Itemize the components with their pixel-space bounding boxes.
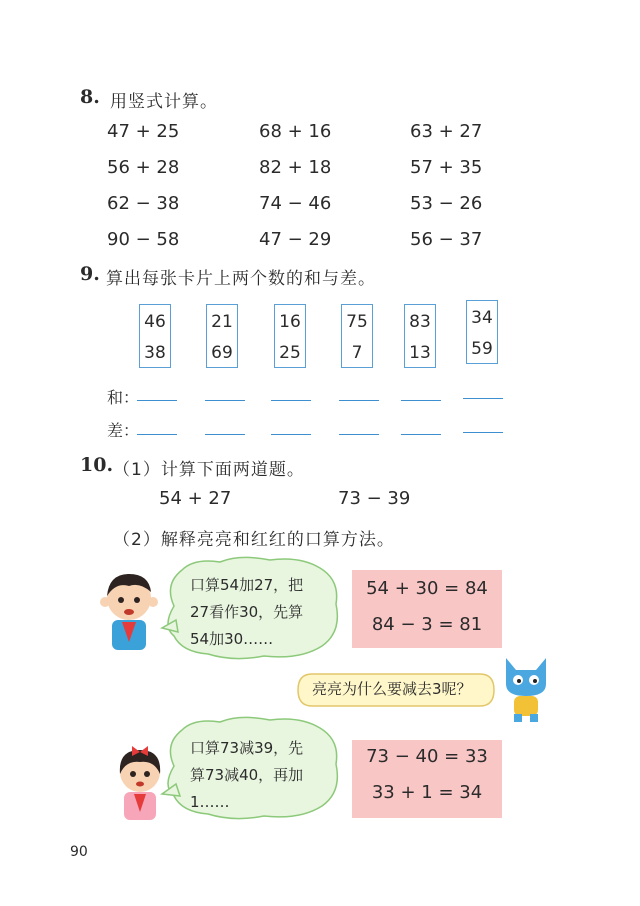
difference-label: 差： — [107, 421, 140, 440]
calculation-line: 84 − 3 = 81 — [371, 614, 483, 635]
q9-title: 算出每张卡片上两个数的和与差。 — [106, 269, 376, 289]
boy-character-illustration — [100, 568, 160, 650]
card-top-number: 75 — [346, 312, 368, 332]
difference-answer-line[interactable] — [271, 434, 311, 435]
q8-expr: 47 − 29 — [259, 229, 332, 250]
card-top-number: 16 — [279, 312, 301, 332]
q10-number: 10. — [80, 454, 114, 476]
difference-answer-line[interactable] — [339, 434, 379, 435]
boy-bubble-line: 27看作30，先算 — [190, 603, 304, 621]
q8-expr: 68 + 16 — [259, 121, 332, 142]
boy-bubble-line: 口算54加27，把 — [190, 576, 304, 594]
difference-answer-line[interactable] — [401, 434, 441, 435]
blue-cat-illustration — [498, 652, 554, 724]
q8-number: 8. — [80, 86, 100, 108]
calculation-line: 33 + 1 = 34 — [371, 782, 483, 803]
page-number: 90 — [70, 844, 88, 860]
difference-answer-line[interactable] — [463, 432, 503, 433]
card-bottom-number: 7 — [351, 343, 363, 363]
sum-answer-line[interactable] — [463, 398, 503, 399]
q8-title: 用竖式计算。 — [110, 92, 218, 112]
card-bottom-number: 13 — [409, 343, 431, 363]
number-card — [466, 300, 498, 364]
number-card — [274, 304, 306, 368]
card-top-number: 83 — [409, 312, 431, 332]
number-card — [404, 304, 436, 368]
q8-expr: 56 − 37 — [410, 229, 483, 250]
difference-answer-line[interactable] — [205, 434, 245, 435]
boy-calculation-box — [352, 570, 502, 648]
q10-part1-label: （1）计算下面两道题。 — [113, 460, 305, 480]
q8-expr: 74 − 46 — [259, 193, 332, 214]
q10-part2-label: （2）解释亮亮和红红的口算方法。 — [113, 530, 395, 550]
sum-answer-line[interactable] — [205, 400, 245, 401]
number-card — [341, 304, 373, 368]
q8-expr: 62 − 38 — [107, 193, 180, 214]
q8-expr: 47 + 25 — [107, 121, 180, 142]
card-bottom-number: 25 — [279, 343, 301, 363]
cat-bubble-text: 亮亮为什么要减去3呢？ — [312, 680, 472, 698]
q8-expr: 56 + 28 — [107, 157, 180, 178]
sum-answer-line[interactable] — [401, 400, 441, 401]
q8-expr: 82 + 18 — [259, 157, 332, 178]
card-bottom-number: 59 — [471, 339, 493, 359]
difference-answer-line[interactable] — [137, 434, 177, 435]
sum-answer-line[interactable] — [271, 400, 311, 401]
girl-calculation-box — [352, 740, 502, 818]
boy-bubble-line: 54加30…… — [190, 630, 274, 648]
q9-number: 9. — [80, 263, 100, 285]
calculation-line: 73 − 40 = 33 — [366, 746, 488, 767]
card-bottom-number: 69 — [211, 343, 233, 363]
number-card — [139, 304, 171, 368]
q8-expr: 90 − 58 — [107, 229, 180, 250]
girl-bubble-line: 算73减40，再加 — [190, 766, 304, 784]
card-top-number: 21 — [211, 312, 233, 332]
card-top-number: 34 — [471, 308, 493, 328]
calculation-line: 54 + 30 = 84 — [366, 578, 488, 599]
sum-label: 和： — [107, 388, 140, 407]
q8-expr: 57 + 35 — [410, 157, 483, 178]
girl-bubble-line: 口算73减39，先 — [190, 739, 304, 757]
q10-expr: 73 − 39 — [338, 488, 411, 509]
q8-expr: 53 − 26 — [410, 193, 483, 214]
girl-bubble-line: 1…… — [190, 793, 230, 811]
sum-answer-line[interactable] — [339, 400, 379, 401]
card-top-number: 46 — [144, 312, 166, 332]
number-card — [206, 304, 238, 368]
sum-answer-line[interactable] — [137, 400, 177, 401]
q10-expr: 54 + 27 — [159, 488, 232, 509]
card-bottom-number: 38 — [144, 343, 166, 363]
q8-expr: 63 + 27 — [410, 121, 483, 142]
